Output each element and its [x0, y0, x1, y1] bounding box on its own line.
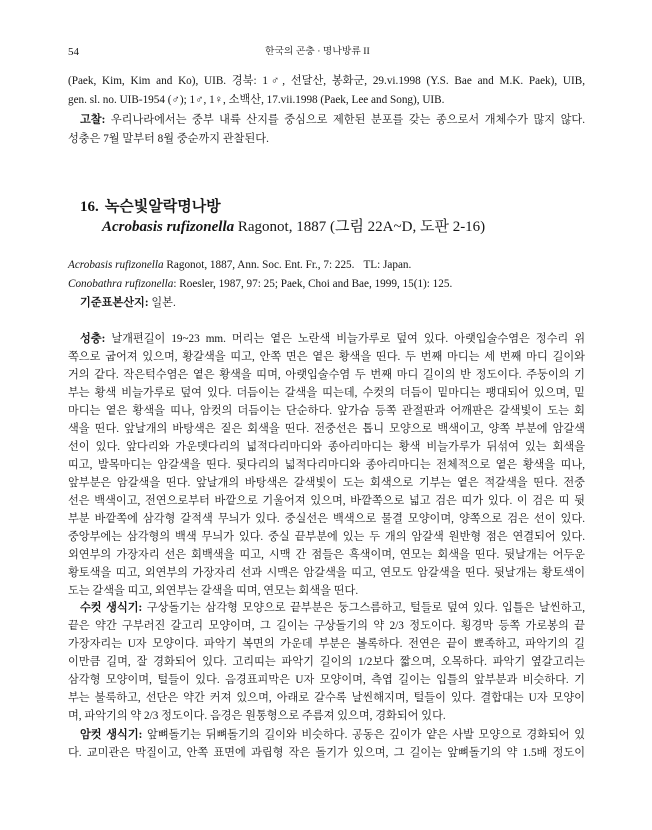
species-author: Ragonot, 1887 [237, 219, 327, 235]
synonymy-entry [68, 275, 585, 294]
adult-line: 선이 있다. 앞다리와 가운뎃다리의 넓적다리마디와 종아리마디는 황색 비늘가루가 뒤섞여 있는 회색을 [68, 441, 585, 453]
species-heading [80, 197, 585, 237]
figure-reference: (그림 22A~D, 도판 2-16) [329, 219, 486, 235]
adult-line: 외연부의 가장자리 선은 회백색을 띠고, 시맥 간 점들은 흑색이며, 연모는 회색을 띤다. 뒷날개는 어두운 [68, 549, 585, 561]
adult-text: 날개편길이 19~23 mm. 머리는 옅은 노란색 비늘가루로 덮여 있다. 아랫입술수염은 정수리 위 [111, 333, 586, 345]
synonym-name: Conobathra rufizonella [68, 278, 174, 290]
adult-line: 색을 띤다. 앞날개의 바탕색은 짙은 회색을 띤다. 전중선은 톱니 모양으로 백색이고, 양쪽 부분에 암갈색 [68, 423, 585, 435]
adult-line: 선은 백색이고, 전연으로부터 바깥으로 기울어져 있으며, 바깥쪽으로 넓고 검은 띠가 있다. 이 검은 띠 뒷 [68, 495, 585, 507]
synonym-citation: : Roesler, 1987, 97: 25; Paek, Choi and Bae, 1999, 15(1): 125. [173, 278, 453, 290]
female-genitalia-line [68, 726, 585, 744]
male-genitalia-line: 가장자리는 U자 모양이다. 파악기 복면의 가운데 부분은 볼록하다. 전연은 끝이 뾰족하고, 파악기의 길 [68, 638, 585, 650]
adult-label: 성충: [80, 333, 106, 345]
type-locality-label: 기준표본산지: [80, 297, 149, 309]
remarks-label: 고찰: [80, 113, 106, 126]
type-locality-value: 일본. [151, 297, 176, 309]
type-locality [68, 294, 585, 313]
species-scientific-name: Acrobasis rufizonella [102, 219, 235, 235]
page-number: 54 [68, 46, 79, 58]
male-genitalia-line [68, 599, 585, 617]
synonym-citation: Ragonot, 1887, Ann. Soc. Ent. Fr., 7: 225. [166, 259, 355, 271]
adult-description [68, 330, 585, 600]
running-header [68, 44, 585, 60]
species-korean-name: 녹슨빛알락명나방 [104, 199, 221, 215]
type-locality-note: TL: Japan. [363, 259, 412, 271]
species-number: 16. [80, 199, 99, 215]
female-genitalia-label: 암컷 생식기: [80, 729, 143, 741]
species-title-scientific [80, 217, 585, 237]
female-genitalia-line: 다. 교미관은 막질이고, 안쪽 표면에 과립형 작은 돌기가 있으며, 그 길이는 앞뼈돌기의 약 1.5배 정도이 [68, 747, 585, 759]
male-genitalia-line: 삼각형 모양이며, 털들이 있다. 음경표피막은 U자 모양이며, 측엽 길이는 입틀의 앞부분과 비슷하다. 기 [68, 674, 585, 686]
synonym-name: Acrobasis rufizonella [68, 259, 164, 271]
material-examined-line: gen. sl. no. UIB-1954 (♂); 1♂, 1♀, 소백산, 17.vii.1998 (Paek, Lee and Song), UIB. [68, 94, 445, 107]
adult-line: 중앙부에는 삼각형의 백색 무늬가 있다. 중실 끝부분에 있는 두 개의 암갈색 원반형 점은 연결되어 있다. [68, 531, 585, 543]
male-genitalia-line: 부는 불룩하고, 선단은 약간 커져 있으며, 아래로 갈수록 날씬해지며, 털들이 있다. 결합대는 U자 모양이 [68, 692, 585, 704]
male-genitalia-label: 수컷 생식기: [80, 602, 143, 614]
adult-line: 앞부분은 암갈색을 띤다. 앞날개의 바탕색은 갈색빛이 도는 회색으로 기부는 옅은 적갈색을 띤다. 전중 [68, 477, 585, 489]
male-genitalia-line: 끝은 약간 구부러진 갈고리 모양이며, 그 길이는 구상돌기의 약 2/3 정도이다. 횡경막 등쪽 가로봉의 끝 [68, 620, 585, 632]
male-genitalia-text: 구상돌기는 삼각형 모양으로 끝부분은 둥그스름하고, 털들로 덮여 있다. 입틀은 날씬하고, [146, 602, 586, 614]
male-genitalia-line: 며, 파악기의 약 2/3 정도이다. 음경은 원통형으로 주름져 있으며, 경화되어 있다. [68, 710, 446, 722]
female-genitalia-text: 앞뼈돌기는 뒤뼈돌기의 길이와 비슷하다. 공동은 깊이가 얕은 사발 모양으로 경화되어 있 [147, 729, 586, 741]
remarks-line [68, 111, 585, 130]
remarks-text: 우리나라에서는 중부 내륙 산지를 중심으로 제한된 분포를 갖는 종으로서 개체수가 많지 않다. [110, 113, 585, 126]
synonymy-entry [68, 256, 585, 275]
male-genitalia-line: 이만큼 길며, 잘 경화되어 있다. 고리띠는 파악기 길이의 1/2보다 짧으며, 오목하다. 파악기 옆갈고리는 [68, 656, 585, 668]
previous-species-continuation [68, 72, 585, 150]
adult-line: 부는 황색 비늘가루로 덮여 있다. 더듬이는 갈색을 띠는데, 수컷의 더듬이 밑마디는 팽대되어 있으며, 밑 [68, 387, 585, 399]
adult-line: 띠고, 발목마디는 암갈색을 띤다. 뒷다리의 넓적다리마디와 종아리마디는 전체적으로 옅은 황색을 띠나, [68, 459, 585, 471]
remarks-line: 성충은 7월 말부터 8월 중순까지 관찰된다. [68, 133, 269, 146]
adult-line: 도는 갈색을 띠고, 외연부는 갈색을 띠며, 연모는 회색을 띤다. [68, 585, 359, 597]
adult-line: 마디는 옅은 황색을 띠나, 암컷의 더듬이는 단순하다. 앞가슴 등쪽 관절판과 어깨판은 갈색빛이 도는 회 [68, 405, 585, 417]
adult-line: 쪽으로 굽어져 있으며, 황갈색을 띠고, 안쪽 면은 옅은 황색을 띤다. 두 번째 마디는 세 번째 마디 길이와 [68, 351, 585, 363]
adult-line: 황토색을 띠고, 외연부의 가장자리 선과 시맥은 암갈색을 띠고, 연모도 암갈색을 띤다. 뒷날개는 황토색이 [68, 567, 585, 579]
female-genitalia-description [68, 726, 585, 762]
material-examined-line: (Paek, Kim, Kim and Ko), UIB. 경북: 1♂, 선달산, 봉화군, 29.vi.1998 (Y.S. Bae and M.K. Paek), UIB, [68, 75, 585, 87]
adult-line: 부분 바깥쪽에 삼각형 갈적색 무늬가 있다. 중실선은 백색으로 물결 모양이며, 양쪽으로 검은 선이 있다. [68, 513, 585, 525]
synonymy-list [68, 256, 585, 313]
species-title-korean [80, 197, 585, 217]
adult-line [68, 330, 585, 348]
adult-line: 거의 같다. 작은턱수염은 옅은 황색을 띠며, 아랫입술수염 두 번째 마디 길이의 반 정도이다. 주둥이의 기 [68, 369, 585, 381]
male-genitalia-description [68, 599, 585, 725]
running-title: 한국의 곤충 · 명나방류 II [265, 46, 370, 57]
